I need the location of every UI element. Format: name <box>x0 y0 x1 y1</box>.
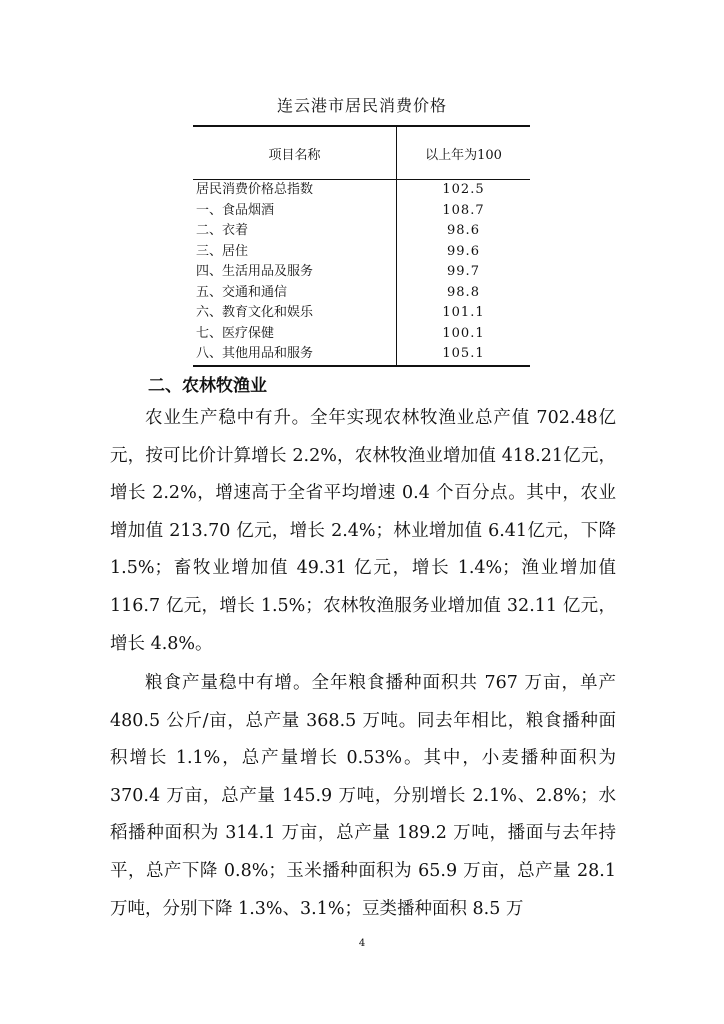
row-name: 居民消费价格总指数 <box>193 180 397 201</box>
table-row <box>193 283 530 304</box>
table-row <box>193 324 530 345</box>
column-header-index: 以上年为100 <box>397 126 531 180</box>
row-name: 四、生活用品及服务 <box>193 262 397 283</box>
table-row <box>193 201 530 222</box>
column-header-item: 项目名称 <box>193 126 397 180</box>
row-value: 101.1 <box>442 305 485 320</box>
row-value: 99.6 <box>447 243 480 259</box>
row-name: 二、衣着 <box>193 221 397 242</box>
row-value: 105.1 <box>397 344 531 366</box>
paragraph-agriculture-output: 农业生产稳中有升。全年实现农林牧渔业总产值 702.48亿元，按可比价计算增长 2.2%，农林牧渔业增加值 418.21亿元，增长 2.2%，增速高于全省平均增速 0.4 个百分点。其中，农业增加值 213.70 亿元，增长 2.4%；林业增加值 6.41亿元，下降 1.5%；畜牧业增加值 49.31 亿元，增长 1.4%；渔业增加值 116.7 亿元，增长 1.5%；农林牧渔服务业增加值 32.11 亿元，增长 4.8%。 <box>110 408 616 654</box>
table-row <box>193 303 530 324</box>
table-row <box>193 262 530 283</box>
table-title: 连云港市居民消费价格 <box>276 96 447 115</box>
row-name: 一、食品烟酒 <box>193 201 397 222</box>
row-name: 七、医疗保健 <box>193 324 397 345</box>
row-value: 98.6 <box>447 223 480 238</box>
row-value: 102.5 <box>442 182 485 197</box>
table-header-row <box>193 126 530 180</box>
paragraph-grain-production: 粮食产量稳中有增。全年粮食播种面积共 767 万亩，单产 480.5 公斤/亩，总产量 368.5 万吨。同去年相比，粮食播种面积增长 1.1%，总产量增长 0.53%。其中，小麦播种面积为 370.4 万亩，总产量 145.9 万吨，分别增长 2.1%、2.8%；水稻播种面积为 314.1 万亩，总产量 189.2 万吨，播面与去年持平，总产下降 0.8%；玉米播种面积为 65.9 万亩，总产量 28.1 万吨，分别下降 1.3%、3.1%；豆类播种面积 8.5 万 <box>110 673 616 919</box>
row-value: 98.8 <box>447 284 480 300</box>
row-name: 六、教育文化和娱乐 <box>193 303 397 324</box>
table-row <box>193 242 530 263</box>
row-value: 108.7 <box>442 202 485 218</box>
table-row <box>193 344 530 366</box>
row-name: 五、交通和通信 <box>193 283 397 304</box>
consumer-price-table <box>193 125 530 367</box>
section-heading: 二、农林牧渔业 <box>148 376 267 396</box>
page-number: 4 <box>358 938 366 949</box>
table-row <box>193 221 530 242</box>
row-value: 100.1 <box>442 325 485 341</box>
row-name: 八、其他用品和服务 <box>193 344 397 366</box>
table-row <box>193 180 530 201</box>
row-value: 99.7 <box>447 264 480 279</box>
row-name: 三、居住 <box>193 242 397 263</box>
